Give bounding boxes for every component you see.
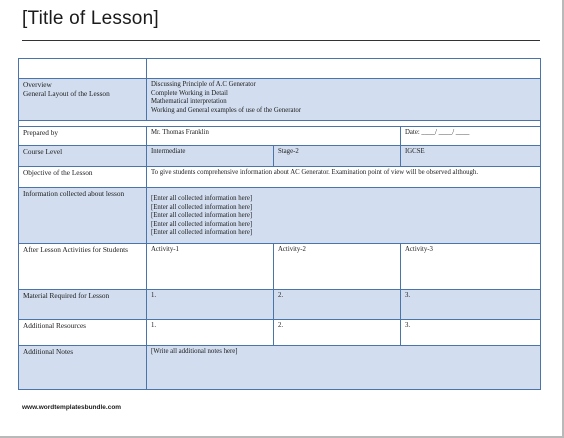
footer-website: www.wordtemplatesbundle.com bbox=[22, 404, 122, 411]
prepared-by-value[interactable]: Mr. Thomas Franklin bbox=[147, 127, 401, 146]
notes-label: Additional Notes bbox=[19, 346, 147, 390]
table-row-resources bbox=[19, 320, 541, 346]
overview-label-line: General Layout of the Lesson bbox=[23, 88, 110, 98]
overview-item: Working and General examples of use of the Generator bbox=[151, 106, 302, 114]
prepared-by-label: Prepared by bbox=[19, 127, 147, 146]
activity-2-cell[interactable]: Activity-2 bbox=[274, 244, 401, 290]
course-level-label: Course Level bbox=[19, 146, 147, 167]
information-item: [Enter all collected information here] bbox=[151, 195, 253, 202]
course-board-value[interactable]: IGCSE bbox=[401, 146, 541, 167]
activity-3-cell[interactable]: Activity-3 bbox=[401, 244, 541, 290]
overview-label bbox=[19, 79, 147, 121]
notes-value[interactable]: [Write all additional notes here] bbox=[147, 346, 541, 390]
activity-1-cell[interactable]: Activity-1 bbox=[147, 244, 274, 290]
material-item-3[interactable]: 3. bbox=[401, 290, 541, 320]
lesson-title: [Title of Lesson] bbox=[22, 8, 159, 29]
course-stage-value[interactable]: Stage-2 bbox=[274, 146, 401, 167]
course-level-value[interactable]: Intermediate bbox=[147, 146, 274, 167]
overview-item: Complete Working in Detail bbox=[151, 89, 228, 97]
material-item-2[interactable]: 2. bbox=[274, 290, 401, 320]
overview-item: Mathematical interpretation bbox=[151, 98, 227, 106]
table-row-header-empty bbox=[19, 59, 541, 79]
activities-label: After Lesson Activities for Students bbox=[19, 244, 147, 290]
material-label: Material Required for Lesson bbox=[19, 290, 147, 320]
material-item-1[interactable]: 1. bbox=[147, 290, 274, 320]
information-item: [Enter all collected information here] bbox=[151, 229, 253, 237]
table-row-course-level bbox=[19, 146, 541, 167]
information-item: [Enter all collected information here] bbox=[151, 212, 253, 220]
objective-label: Objective of the Lesson bbox=[19, 167, 147, 188]
table-row-notes bbox=[19, 346, 541, 390]
table-row-information bbox=[19, 188, 541, 244]
information-item: [Enter all collected information here] bbox=[151, 203, 253, 211]
table-cell-empty bbox=[147, 59, 541, 79]
objective-value[interactable]: To give students comprehensive information about AC Generator. Examination point of view will be observed although. bbox=[147, 167, 541, 188]
information-label: Information collected about lesson bbox=[19, 188, 147, 244]
date-field[interactable]: Date: ____/ ____/ ____ bbox=[401, 127, 541, 146]
resource-item-3[interactable]: 3. bbox=[401, 320, 541, 346]
table-row-overview bbox=[19, 79, 541, 121]
resource-item-1[interactable]: 1. bbox=[147, 320, 274, 346]
lesson-plan-table bbox=[18, 58, 541, 390]
resource-item-2[interactable]: 2. bbox=[274, 320, 401, 346]
resources-label: Additional Resources bbox=[19, 320, 147, 346]
title-divider bbox=[22, 40, 540, 41]
table-row-objective bbox=[19, 167, 541, 188]
table-row-activities bbox=[19, 244, 541, 290]
information-items[interactable] bbox=[147, 188, 541, 244]
overview-item: Discussing Principle of A.C Generator bbox=[151, 81, 256, 88]
information-item: [Enter all collected information here] bbox=[151, 220, 253, 228]
table-row-prepared-by bbox=[19, 127, 541, 146]
table-row-material bbox=[19, 290, 541, 320]
overview-label-line: Overview bbox=[23, 80, 52, 89]
overview-items[interactable] bbox=[147, 79, 541, 121]
table-cell-empty bbox=[19, 59, 147, 79]
